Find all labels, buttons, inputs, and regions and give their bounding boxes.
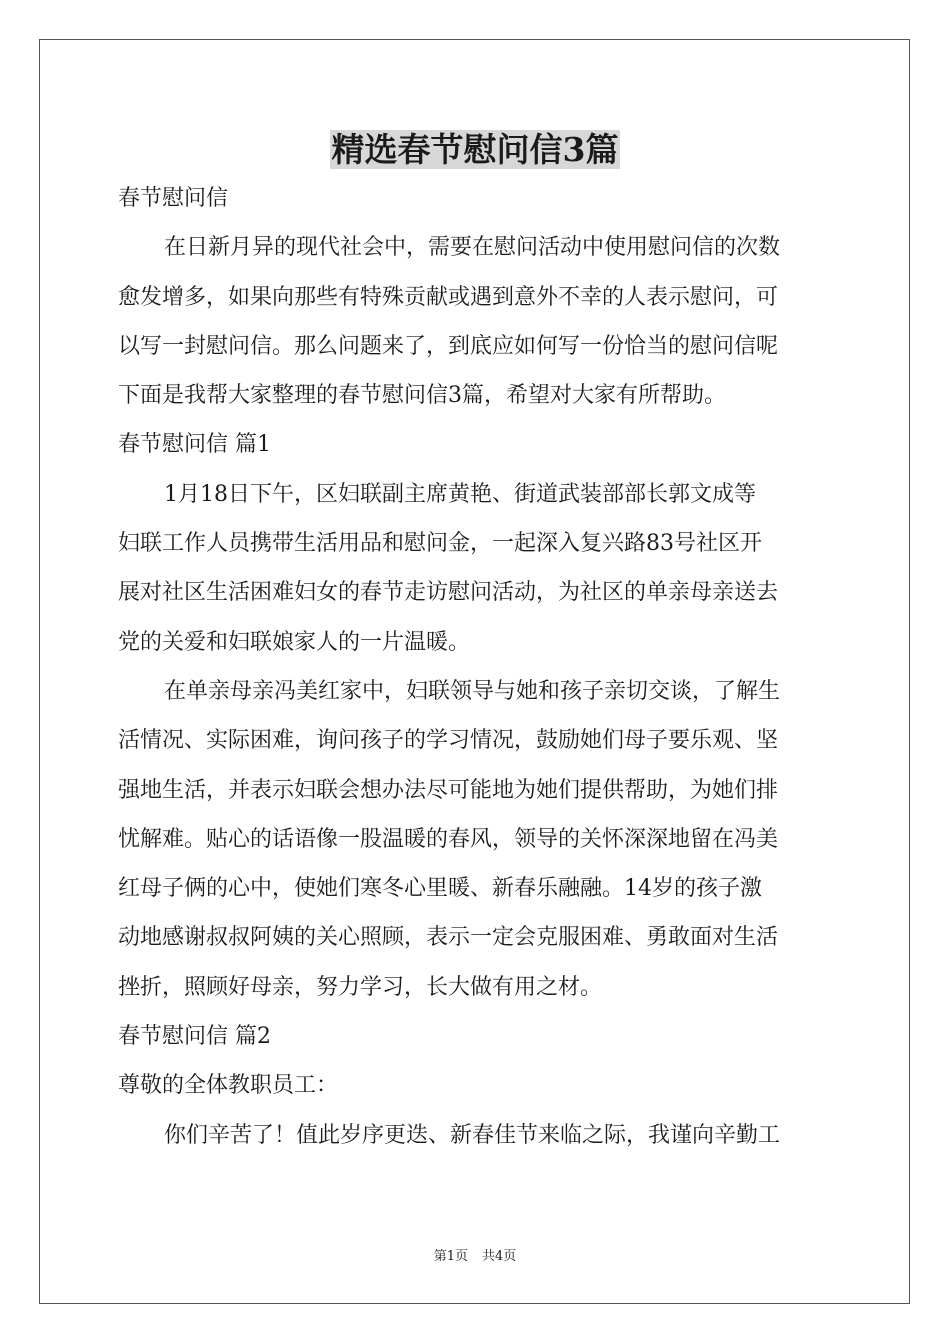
text-line: 你们辛苦了！值此岁序更迭、新春佳节来临之际，我谨向辛勤工 (164, 1122, 781, 1148)
text-line: 1月18日下午，区妇联副主席黄艳、街道武装部部长郭文成等 (164, 481, 756, 507)
text-line: 活情况、实际困难，询问孩子的学习情况，鼓励她们母子要乐观、坚 (118, 728, 779, 754)
document-title (0, 126, 950, 174)
page-footer (0, 1248, 950, 1266)
text-line: 妇联工作人员携带生活用品和慰问金，一起深入复兴路83号社区开 (118, 531, 762, 557)
text-line: 下面是我帮大家整理的春节慰问信3篇，希望对大家有所帮助。 (118, 383, 726, 409)
text-line: 在日新月异的现代社会中，需要在慰问活动中使用慰问信的次数 (164, 235, 781, 261)
text-line: 党的关爱和妇联娘家人的一片温暖。 (118, 629, 471, 655)
text-line: 挫折，照顾好母亲，努力学习，长大做有用之材。 (118, 974, 603, 1000)
page-number-total: 共4页 (482, 1249, 517, 1264)
text-line: 春节慰问信 (118, 186, 229, 211)
text-line: 忧解难。贴心的话语像一股温暖的春风，领导的关怀深深地留在冯美 (118, 826, 779, 852)
document-body (118, 174, 834, 1160)
section-heading: 春节慰问信 篇2 (118, 1024, 271, 1050)
text-line: 展对社区生活困难妇女的春节走访慰问活动，为社区的单亲母亲送去 (118, 580, 779, 606)
text-line: 以写一封慰问信。那么问题来了，到底应如何写一份恰当的慰问信呢 (118, 333, 779, 359)
salutation: 尊敬的全体教职员工： (118, 1073, 339, 1099)
text-line: 愈发增多，如果向那些有特殊贡献或遇到意外不幸的人表示慰问，可 (118, 284, 779, 310)
document-title-text: 精选春节慰问信3篇 (331, 130, 619, 169)
page-number-current: 第1页 (433, 1249, 468, 1264)
section-heading: 春节慰问信 篇1 (118, 432, 271, 458)
text-line: 在单亲母亲冯美红家中，妇联领导与她和孩子亲切交谈，了解生 (164, 678, 781, 704)
text-line: 强地生活，并表示妇联会想办法尽可能地为她们提供帮助，为她们排 (118, 777, 779, 803)
text-line: 动地感谢叔叔阿姨的关心照顾，表示一定会克服困难、勇敢面对生活 (118, 925, 779, 951)
text-line: 红母子俩的心中，使她们寒冬心里暖、新春乐融融。14岁的孩子激 (118, 876, 762, 902)
